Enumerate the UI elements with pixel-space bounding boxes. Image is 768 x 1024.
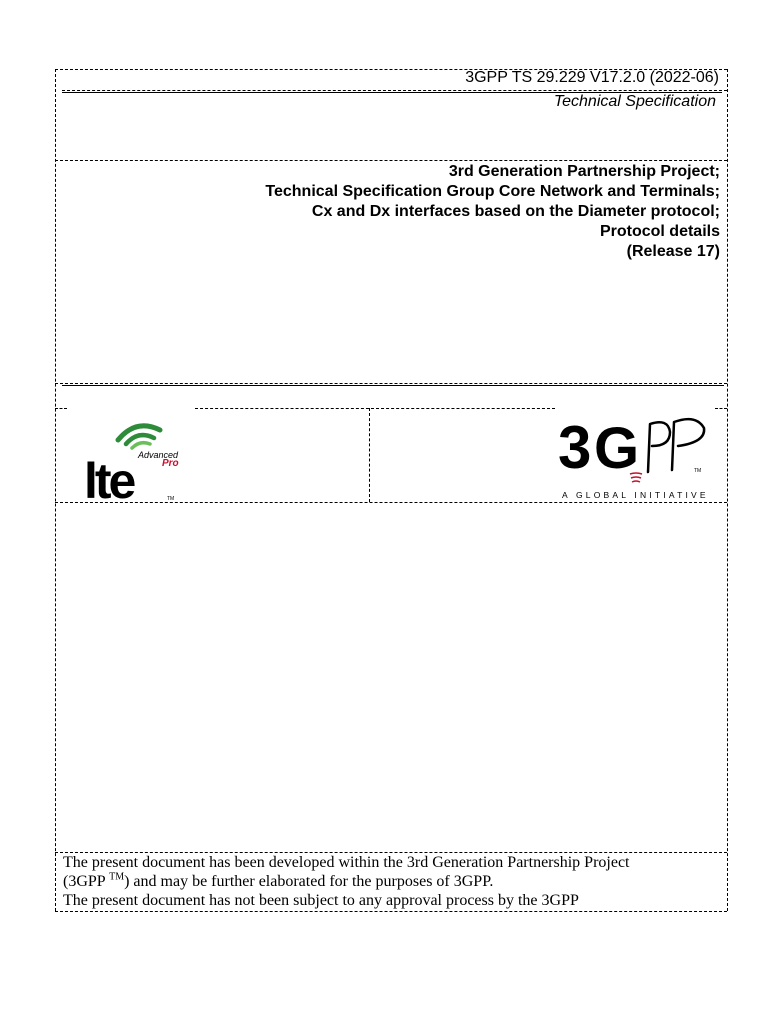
title-divider-dashed — [55, 383, 727, 384]
document-type: Technical Specification — [553, 93, 716, 110]
header-divider — [62, 90, 727, 91]
doc-type-divider — [55, 160, 727, 161]
spec-identifier: 3GPP TS 29.229 V17.2.0 (2022-06) — [465, 69, 719, 86]
3gpp-logo — [556, 410, 720, 502]
3gpp-tm-mark: TM — [694, 468, 702, 474]
title-line: 3rd Generation Partnership Project; — [448, 163, 720, 180]
document-note — [63, 853, 723, 910]
title-line: (Release 17) — [626, 243, 720, 260]
title-line: Cx and Dx interfaces based on the Diameter protocol; — [311, 203, 720, 220]
lte-advanced-label: Advanced — [138, 450, 179, 460]
lte-tm-mark: TM — [167, 496, 175, 502]
lte-advanced-pro-logo — [80, 418, 190, 502]
3gpp-letter-g: G — [594, 416, 640, 481]
logo-row-top-right — [715, 408, 727, 409]
tm-superscript: TM — [109, 871, 125, 883]
3gpp-digit: 3 — [558, 414, 592, 481]
note-line: The present document has been developed within the 3rd Generation Partnership Project — [63, 854, 630, 871]
logo-row-top-mid — [195, 408, 555, 409]
frame-bottom-border — [55, 911, 727, 912]
lte-wave-icon — [118, 426, 160, 448]
3gpp-tagline: A GLOBAL INITIATIVE — [562, 490, 709, 500]
logo-cell-divider — [369, 408, 370, 502]
note-text: ) and may be further elaborated for the purposes of 3GPP. — [124, 873, 494, 890]
logo-row-top-left — [55, 408, 67, 409]
document-title — [265, 162, 720, 262]
logo-row-bottom — [55, 502, 727, 503]
title-line: Protocol details — [599, 223, 720, 240]
note-line: The present document has not been subject to any approval process by the 3GPP — [63, 892, 579, 909]
3gpp-pp-icon — [648, 419, 704, 472]
note-line — [63, 872, 723, 891]
lte-pro-label: Pro — [162, 458, 179, 469]
title-rule — [62, 385, 724, 386]
title-line: Technical Specification Group Core Network and Terminals; — [265, 183, 720, 200]
lte-wordmark: lte — [84, 453, 134, 502]
frame-right-border — [727, 69, 728, 911]
note-text: (3GPP — [63, 873, 110, 890]
frame-left-border — [55, 69, 56, 911]
